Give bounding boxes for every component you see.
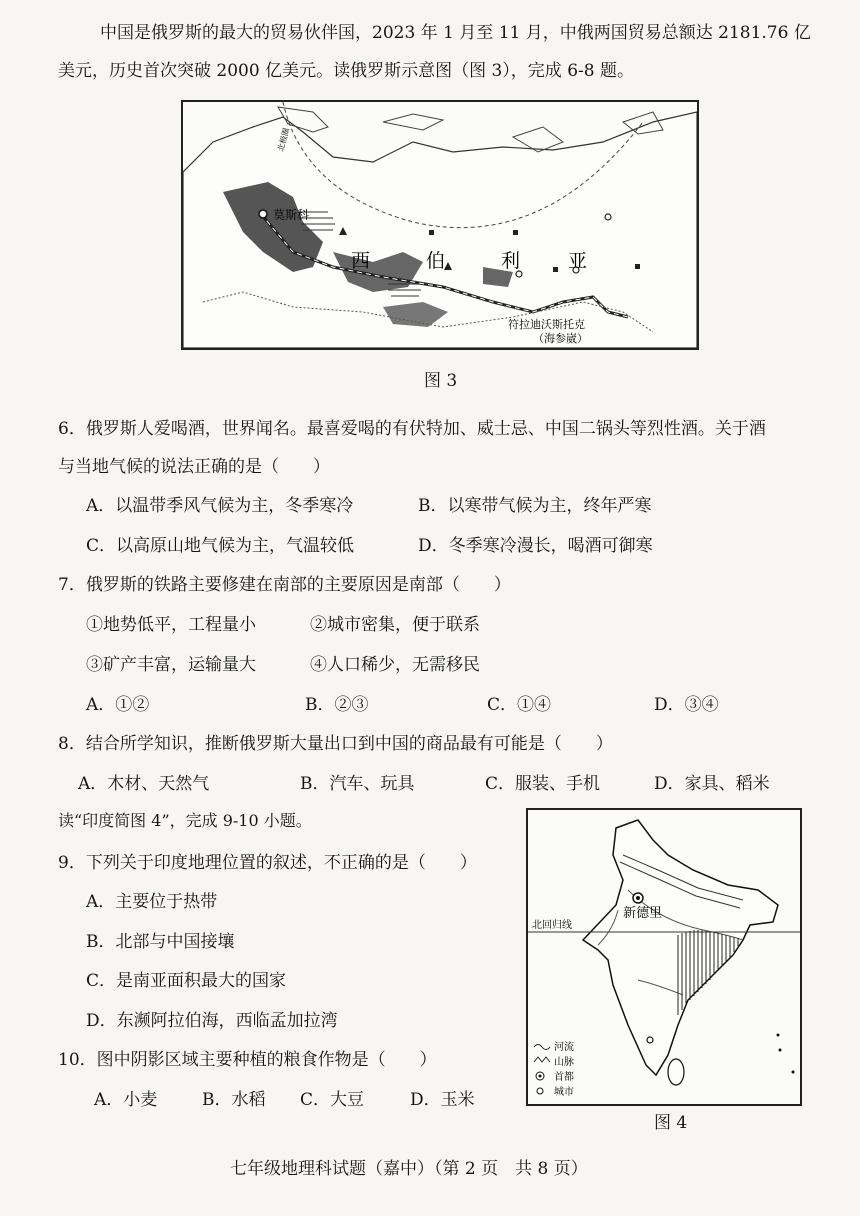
q10-option-b[interactable]: B．水稻 — [202, 1090, 266, 1110]
figure-3-caption: 图 3 — [424, 371, 458, 391]
q10-option-c[interactable]: C．大豆 — [300, 1090, 365, 1110]
q7-statement-1: ①地势低平，工程量小 — [86, 615, 256, 635]
q7-stem: 7．俄罗斯的铁路主要修建在南部的主要原因是南部（ ） — [58, 575, 511, 595]
q9-stem: 9．下列关于印度地理位置的叙述，不正确的是（ ） — [58, 853, 477, 873]
q9-option-c[interactable]: C．是南亚面积最大的国家 — [86, 971, 287, 991]
q6-stem-line2: 与当地气候的说法正确的是（ ） — [58, 457, 330, 477]
q10-option-d[interactable]: D．玉米 — [410, 1090, 475, 1110]
q8-option-b[interactable]: B．汽车、玩具 — [300, 774, 415, 794]
page-footer: 七年级地理科试题（嘉中）（第 2 页 共 8 页） — [230, 1159, 588, 1179]
region-label-li: 利 — [501, 250, 521, 272]
q6-option-c[interactable]: C．以高原山地气候为主，气温较低 — [86, 536, 355, 556]
q8-stem: 8．结合所学知识，推断俄罗斯大量出口到中国的商品最有可能是（ ） — [58, 734, 613, 754]
q6-stem-line1: 6．俄罗斯人爱喝酒，世界闻名。最喜爱喝的有伏特加、威士忌、中国二锅头等烈性酒。关于酒 — [58, 419, 766, 439]
q7-option-a[interactable]: A．①② — [86, 695, 150, 715]
intro-line-1: 中国是俄罗斯的最大的贸易伙伴国，2023 年 1 月至 11 月，中俄两国贸易总额达 2181.76 亿 — [100, 23, 811, 43]
legend-mountain-label: 山脉 — [554, 1057, 574, 1068]
q10-option-a[interactable]: A．小麦 — [94, 1090, 158, 1110]
q9-option-d[interactable]: D．东濒阿拉伯海，西临孟加拉湾 — [86, 1011, 338, 1031]
russia-map-drawing — [183, 102, 697, 348]
intro-line-2: 美元，历史首次突破 2000 亿美元。读俄罗斯示意图（图 3），完成 6-8 题。 — [58, 61, 634, 81]
q9-option-b[interactable]: B．北部与中国接壤 — [86, 932, 235, 952]
india-map — [526, 808, 802, 1106]
legend-capital-label: 首都 — [554, 1072, 574, 1083]
q9-option-a[interactable]: A．主要位于热带 — [86, 892, 218, 912]
q6-option-a[interactable]: A．以温带季风气候为主，冬季寒冷 — [86, 496, 354, 516]
moscow-marker — [259, 210, 267, 218]
q7-statement-2: ②城市密集，便于联系 — [310, 615, 480, 635]
q10-stem: 10．图中阴影区域主要种植的粮食作物是（ ） — [58, 1050, 437, 1070]
new-delhi-label: 新德里 — [623, 906, 663, 921]
q8-option-d[interactable]: D．家具、稻米 — [654, 774, 770, 794]
map-legend — [534, 1040, 574, 1098]
figure-4-caption: 图 4 — [654, 1113, 688, 1133]
moscow-label: 莫斯科 — [273, 208, 310, 222]
arctic-circle-label: 北极圈 — [276, 127, 292, 153]
russia-map — [181, 100, 699, 350]
q7-statement-4: ④人口稀少，无需移民 — [310, 655, 480, 675]
q7-option-b[interactable]: B．②③ — [305, 695, 369, 715]
region-label-xi: 西 — [351, 250, 371, 272]
india-intro: 读“印度简图 4”，完成 9-10 小题。 — [58, 811, 312, 830]
q6-option-d[interactable]: D．冬季寒冷漫长，喝酒可御寒 — [418, 536, 653, 556]
q7-statement-3: ③矿产丰富，运输量大 — [86, 655, 256, 675]
q7-option-c[interactable]: C．①④ — [487, 695, 552, 715]
india-map-drawing — [528, 810, 800, 1104]
vladivostok-label: 符拉迪沃斯托克 — [508, 318, 585, 331]
q7-option-d[interactable]: D．③④ — [654, 695, 719, 715]
tropic-label: 北回归线 — [532, 920, 572, 931]
q8-option-a[interactable]: A．木材、天然气 — [78, 774, 210, 794]
region-label-ya: 亚 — [568, 250, 588, 272]
legend-river-label: 河流 — [554, 1042, 574, 1053]
q6-option-b[interactable]: B．以寒带气候为主，终年严寒 — [418, 496, 652, 516]
vladivostok-alt-label: （海参崴） — [533, 332, 588, 345]
q8-option-c[interactable]: C．服装、手机 — [485, 774, 601, 794]
region-label-bo: 伯 — [426, 250, 446, 272]
legend-city-label: 城市 — [554, 1087, 574, 1098]
